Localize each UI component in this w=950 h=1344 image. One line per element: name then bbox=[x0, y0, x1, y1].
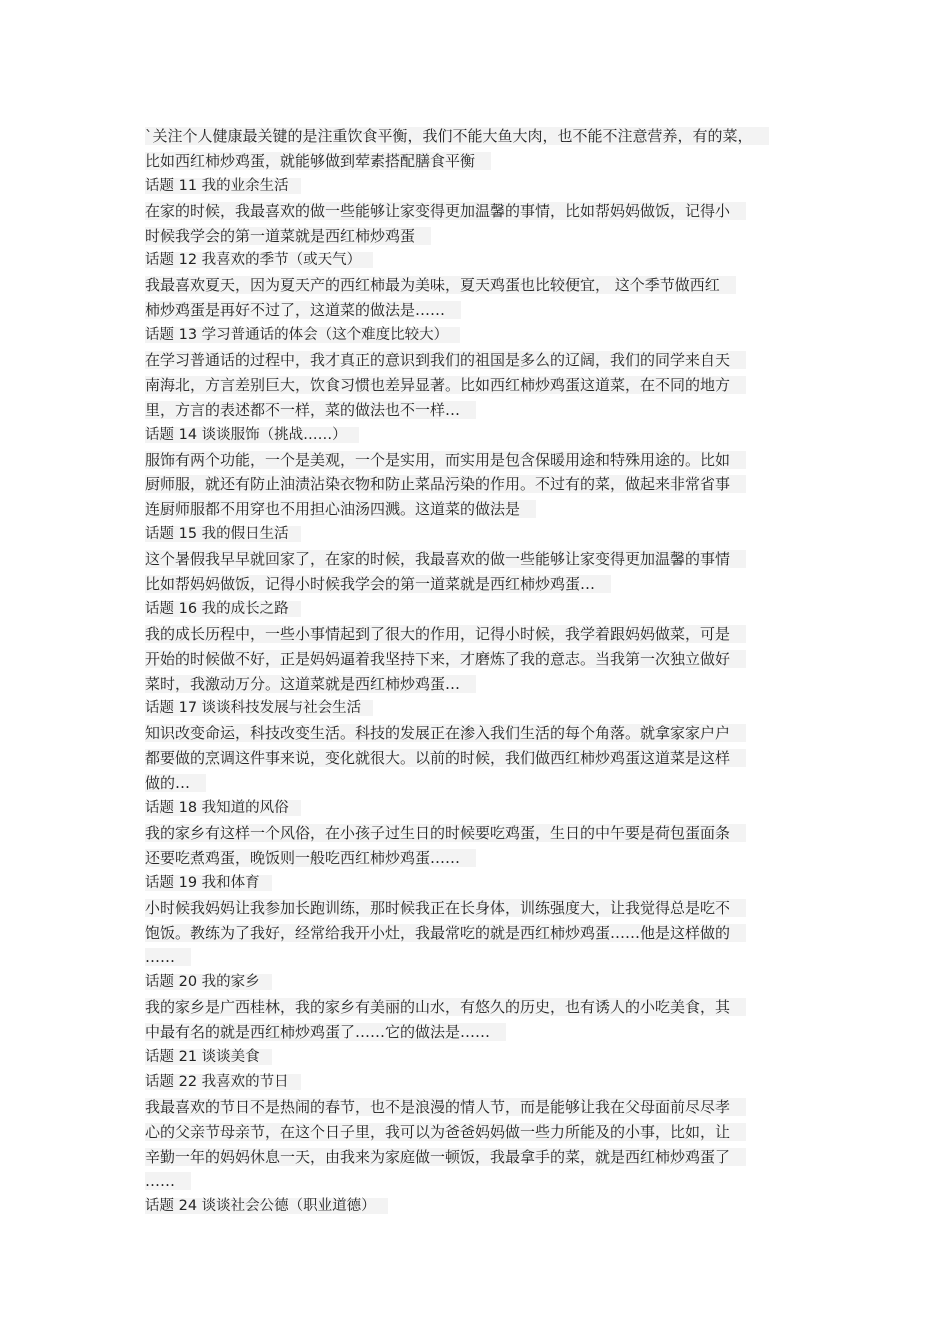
paragraph bbox=[145, 124, 835, 174]
line-text: 话题 20 我的家乡 bbox=[145, 974, 272, 990]
topic-heading bbox=[145, 597, 835, 622]
line-text: 这个暑假我早早就回家了，在家的时候，我最喜欢的做一些能够让家变得更加温馨的事情 bbox=[145, 550, 746, 568]
heading-line bbox=[145, 522, 835, 547]
line-text: 比如西红柿炒鸡蛋，就能够做到荤素搭配膳食平衡 bbox=[145, 152, 491, 170]
heading-line bbox=[145, 970, 835, 995]
text-line bbox=[145, 348, 835, 373]
heading-line bbox=[145, 323, 835, 348]
line-text: 厨师服，就还有防止油渍沾染衣物和防止菜品污染的作用。不过有的菜，做起来非常省事 bbox=[145, 475, 746, 493]
line-text: 话题 16 我的成长之路 bbox=[145, 601, 301, 617]
line-text: 话题 17 谈谈科技发展与社会生活 bbox=[145, 700, 373, 716]
heading-line bbox=[145, 796, 835, 821]
line-text: 开始的时候做不好，正是妈妈逼着我坚持下来，才磨炼了我的意志。当我第一次独立做好 bbox=[145, 650, 746, 668]
heading-line bbox=[145, 1194, 835, 1219]
line-text: 话题 18 我知道的风俗 bbox=[145, 800, 301, 816]
text-line bbox=[145, 273, 835, 298]
line-text: 我的家乡有这样一个风俗，在小孩子过生日的时候要吃鸡蛋，生日的中午要是荷包蛋面条 bbox=[145, 824, 746, 842]
topic-heading bbox=[145, 174, 835, 199]
text-line bbox=[145, 472, 835, 497]
text-line bbox=[145, 896, 835, 921]
line-text: 我最喜欢夏天，因为夏天产的西红柿最为美味，夏天鸡蛋也比较便宜， 这个季节做西红 bbox=[145, 276, 736, 294]
line-text: 做的… bbox=[145, 774, 206, 792]
line-text: 饱饭。教练为了我好，经常给我开小灶，我最常吃的就是西红柿炒鸡蛋……他是这样做的 bbox=[145, 924, 746, 942]
paragraph bbox=[145, 995, 835, 1045]
line-text: 我的成长历程中，一些小事情起到了很大的作用，记得小时候，我学着跟妈妈做菜，可是 bbox=[145, 625, 746, 643]
line-text: …… bbox=[145, 948, 191, 966]
text-line bbox=[145, 199, 835, 224]
topic-heading bbox=[145, 871, 835, 896]
paragraph bbox=[145, 1095, 835, 1195]
line-text: 话题 14 谈谈服饰（挑战……） bbox=[145, 427, 359, 443]
text-line bbox=[145, 224, 835, 249]
topic-heading bbox=[145, 522, 835, 547]
heading-line bbox=[145, 423, 835, 448]
line-text: 连厨师服都不用穿也不用担心油汤四溅。这道菜的做法是 bbox=[145, 500, 536, 518]
line-text: 话题 22 我喜欢的节日 bbox=[145, 1074, 301, 1090]
paragraph bbox=[145, 896, 835, 971]
line-text: 在学习普通话的过程中，我才真正的意识到我们的祖国是多么的辽阔，我们的同学来自天 bbox=[145, 351, 746, 369]
text-line bbox=[145, 149, 835, 174]
text-line bbox=[145, 721, 835, 746]
line-text: 话题 24 谈谈社会公德（职业道德） bbox=[145, 1198, 388, 1214]
line-text: 话题 13 学习普通话的体会（这个难度比较大） bbox=[145, 327, 460, 343]
text-line bbox=[145, 995, 835, 1020]
topic-heading bbox=[145, 1194, 835, 1219]
text-line bbox=[145, 1120, 835, 1145]
text-line bbox=[145, 124, 835, 149]
line-text: 我最喜欢的节日不是热闹的春节，也不是浪漫的情人节，而是能够让我在父母面前尽尽孝 bbox=[145, 1098, 746, 1116]
topic-heading bbox=[145, 970, 835, 995]
line-text: 南海北，方言差别巨大，饮食习惯也差异显著。比如西红柿炒鸡蛋这道菜，在不同的地方 bbox=[145, 376, 746, 394]
line-text: 辛勤一年的妈妈休息一天，由我来为家庭做一顿饭，我最拿手的菜，就是西红柿炒鸡蛋了 bbox=[145, 1148, 746, 1166]
paragraph bbox=[145, 821, 835, 871]
line-text: 比如帮妈妈做饭，记得小时候我学会的第一道菜就是西红柿炒鸡蛋… bbox=[145, 575, 611, 593]
topic-heading bbox=[145, 423, 835, 448]
topic-heading bbox=[145, 1045, 835, 1070]
line-text: 服饰有两个功能，一个是美观，一个是实用，而实用是包含保暖用途和特殊用途的。比如 bbox=[145, 451, 746, 469]
line-text: 还要吃煮鸡蛋，晚饭则一般吃西红柿炒鸡蛋…… bbox=[145, 849, 476, 867]
topic-heading bbox=[145, 248, 835, 273]
document-body bbox=[145, 124, 835, 1219]
topic-heading bbox=[145, 796, 835, 821]
text-line bbox=[145, 647, 835, 672]
heading-line bbox=[145, 871, 835, 896]
line-text: 心的父亲节母亲节，在这个日子里，我可以为爸爸妈妈做一些力所能及的小事，比如，让 bbox=[145, 1123, 746, 1141]
line-text: 在家的时候，我最喜欢的做一些能够让家变得更加温馨的事情，比如帮妈妈做饭，记得小 bbox=[145, 202, 746, 220]
line-text: 话题 15 我的假日生活 bbox=[145, 526, 301, 542]
heading-line bbox=[145, 696, 835, 721]
paragraph bbox=[145, 448, 835, 523]
text-line bbox=[145, 821, 835, 846]
text-line bbox=[145, 846, 835, 871]
paragraph bbox=[145, 622, 835, 697]
line-text: 中最有名的就是西红柿炒鸡蛋了……它的做法是…… bbox=[145, 1023, 506, 1041]
text-line bbox=[145, 1145, 835, 1170]
text-line bbox=[145, 771, 835, 796]
line-text: 话题 21 谈谈美食 bbox=[145, 1049, 272, 1065]
heading-line bbox=[145, 1045, 835, 1070]
paragraph bbox=[145, 721, 835, 796]
topic-heading bbox=[145, 1070, 835, 1095]
paragraph bbox=[145, 199, 835, 249]
text-line bbox=[145, 448, 835, 473]
line-text: 菜时，我激动万分。这道菜就是西红柿炒鸡蛋… bbox=[145, 675, 476, 693]
line-text: 里，方言的表述都不一样，菜的做法也不一样… bbox=[145, 401, 476, 419]
paragraph bbox=[145, 273, 835, 323]
text-line bbox=[145, 398, 835, 423]
text-line bbox=[145, 547, 835, 572]
line-text: 知识改变命运，科技改变生活。科技的发展正在渗入我们生活的每个角落。就拿家家户户 bbox=[145, 724, 746, 742]
text-line bbox=[145, 497, 835, 522]
line-text: …… bbox=[145, 1172, 191, 1190]
line-text: 都要做的烹调这件事来说，变化就很大。以前的时候，我们做西红柿炒鸡蛋这道菜是这样 bbox=[145, 749, 746, 767]
text-line bbox=[145, 622, 835, 647]
text-line bbox=[145, 1095, 835, 1120]
text-line bbox=[145, 921, 835, 946]
topic-heading bbox=[145, 323, 835, 348]
text-line bbox=[145, 572, 835, 597]
text-line bbox=[145, 672, 835, 697]
heading-line bbox=[145, 248, 835, 273]
line-text: 柿炒鸡蛋是再好不过了，这道菜的做法是…… bbox=[145, 301, 461, 319]
text-line bbox=[145, 1169, 835, 1194]
paragraph bbox=[145, 547, 835, 597]
line-text: 我的家乡是广西桂林，我的家乡有美丽的山水，有悠久的历史，也有诱人的小吃美食，其 bbox=[145, 998, 746, 1016]
heading-line bbox=[145, 174, 835, 199]
text-line bbox=[145, 1020, 835, 1045]
line-text: 话题 11 我的业余生活 bbox=[145, 178, 301, 194]
text-line bbox=[145, 945, 835, 970]
line-text: `关注个人健康最关键的是注重饮食平衡，我们不能大鱼大肉，也不能不注意营养，有的菜， bbox=[145, 127, 769, 145]
paragraph bbox=[145, 348, 835, 423]
text-line bbox=[145, 373, 835, 398]
line-text: 时候我学会的第一道菜就是西红柿炒鸡蛋 bbox=[145, 227, 431, 245]
text-line bbox=[145, 298, 835, 323]
line-text: 话题 12 我喜欢的季节（或天气） bbox=[145, 252, 373, 268]
topic-heading bbox=[145, 696, 835, 721]
heading-line bbox=[145, 597, 835, 622]
text-line bbox=[145, 746, 835, 771]
line-text: 小时候我妈妈让我参加长跑训练，那时候我正在长身体，训练强度大，让我觉得总是吃不 bbox=[145, 899, 746, 917]
line-text: 话题 19 我和体育 bbox=[145, 875, 272, 891]
heading-line bbox=[145, 1070, 835, 1095]
